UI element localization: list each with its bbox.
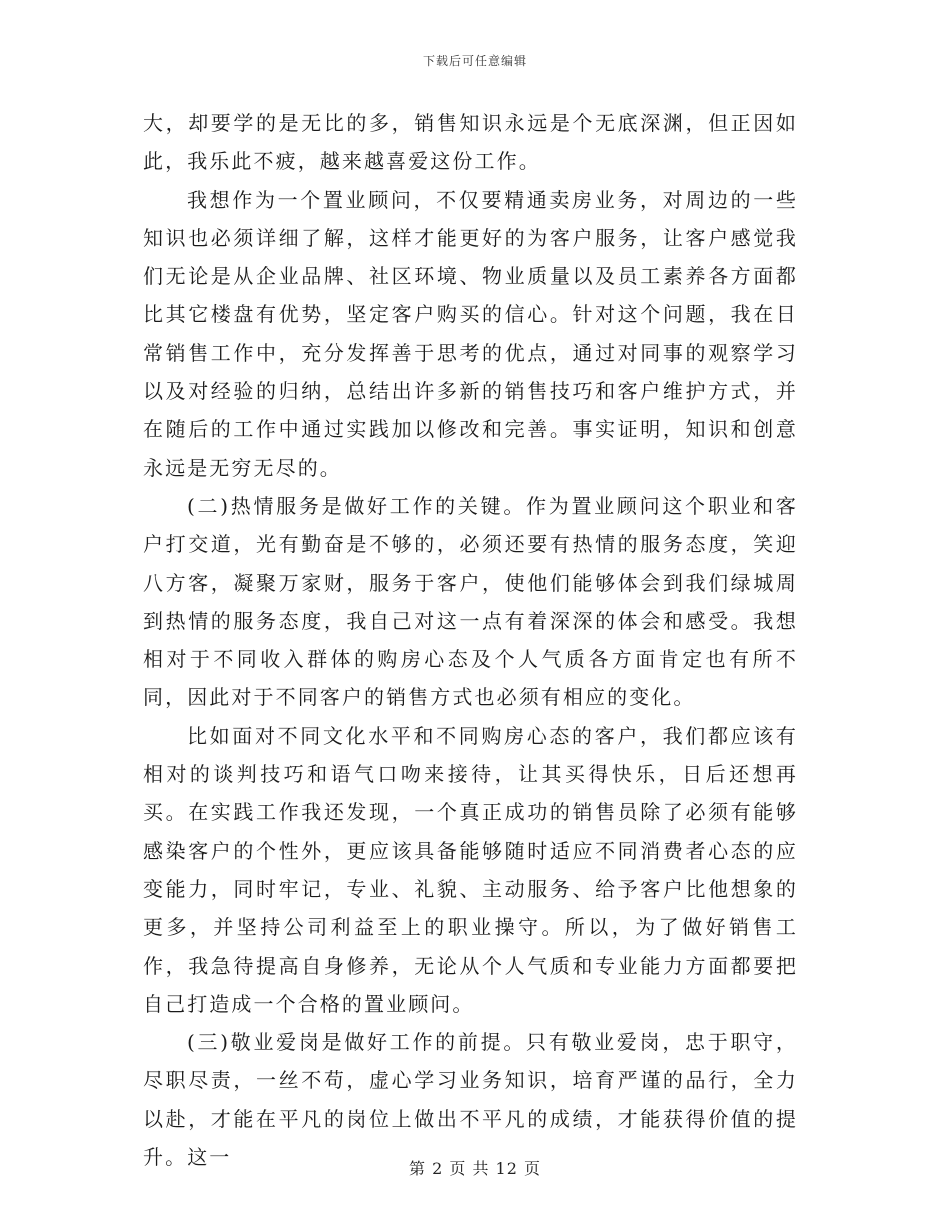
page-footer: 第 2 页 共 12 页 [409, 1159, 541, 1178]
paragraph-1: 大，却要学的是无比的多，销售知识永远是个无底深渊，但正因如此，我乐此不疲，越来越喜爱这份工作。 [143, 111, 798, 174]
page-header: 下载后可任意编辑 [422, 54, 527, 68]
paragraph-5: (三)敬业爱岗是做好工作的前提。只有敬业爱岗，忠于职守，尽职尽责，一丝不苟，虚心学习业务知识，培育严谨的品行，全力以赴，才能在平凡的岗位上做出不平凡的成绩，才能获得价值的提升。这一 [143, 1030, 798, 1170]
paragraph-3: (二)热情服务是做好工作的关键。作为置业顾问这个职业和客户打交道，光有勤奋是不够的，必须还要有热情的服务态度，笑迎八方客，凝聚万家财，服务于客户，使他们能够体会到我们绿城周到热情的服务态度，我自己对这一点有着深深的体会和感受。我想相对于不同收入群体的购房心态及个人气质各方面肯定也有所不同，因此对于不同客户的销售方式也必须有相应的变化。 [143, 493, 798, 710]
document-body [143, 104, 798, 1176]
paragraph-4: 比如面对不同文化水平和不同购房心态的客户，我们都应该有相对的谈判技巧和语气口吻来接待，让其买得快乐，日后还想再买。在实践工作我还发现，一个真正成功的销售员除了必须有能够感染客户的个性外，更应该具备能够随时适应不同消费者心态的应变能力，同时牢记，专业、礼貌、主动服务、给予客户比他想象的更多，并坚持公司利益至上的职业操守。所以，为了做好销售工作，我急待提高自身修养，无论从个人气质和专业能力方面都要把自己打造成一个合格的置业顾问。 [143, 723, 798, 1016]
paragraph-2: 我想作为一个置业顾问，不仅要精通卖房业务，对周边的一些知识也必须详细了解，这样才能更好的为客户服务，让客户感觉我们无论是从企业品牌、社区环境、物业质量以及员工素养各方面都比其它楼盘有优势，坚定客户购买的信心。针对这个问题，我在日常销售工作中，充分发挥善于思考的优点，通过对同事的观察学习以及对经验的归纳，总结出许多新的销售技巧和客户维护方式，并在随后的工作中通过实践加以修改和完善。事实证明，知识和创意永远是无穷无尽的。 [143, 187, 798, 480]
